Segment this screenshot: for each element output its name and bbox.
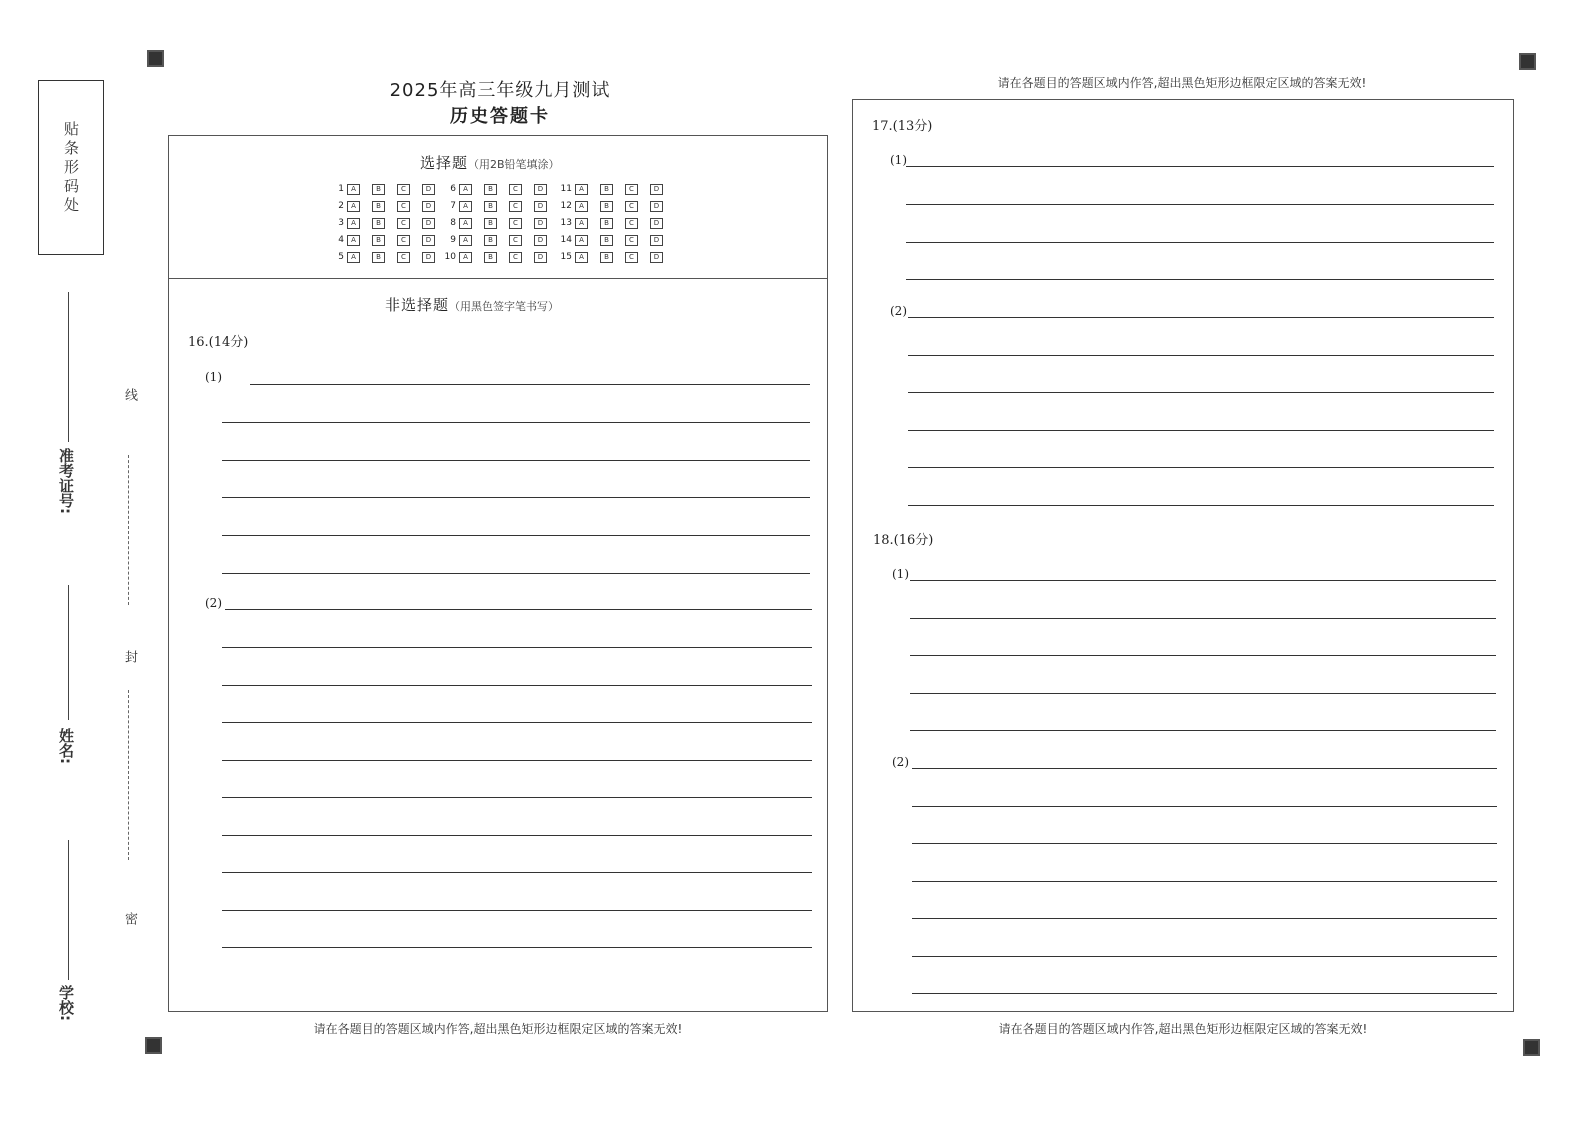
answer-line[interactable] xyxy=(908,430,1494,431)
bubble-c[interactable]: C xyxy=(397,184,410,195)
bubble-c[interactable]: C xyxy=(625,252,638,263)
bubble-a[interactable]: A xyxy=(347,252,360,263)
bubble-a[interactable]: A xyxy=(459,201,472,212)
question-16-part-1-label: (1) xyxy=(205,370,222,384)
question-17-part-2-label: (2) xyxy=(890,304,907,318)
corner-marker-bottom-left xyxy=(145,1037,162,1054)
bubble-b[interactable]: B xyxy=(372,201,385,212)
question-18-part-2-label: (2) xyxy=(892,755,909,769)
answer-line[interactable] xyxy=(912,768,1497,769)
nonchoice-title: 非选择题 xyxy=(385,296,450,314)
bubble-d[interactable]: D xyxy=(650,184,663,195)
exam-id-line xyxy=(68,292,69,442)
bubble-d[interactable]: D xyxy=(422,184,435,195)
bubble-c[interactable]: C xyxy=(509,184,522,195)
barcode-label: 贴条形码处 xyxy=(62,121,80,216)
question-18-part-1-label: (1) xyxy=(892,567,909,581)
answer-line[interactable] xyxy=(910,580,1496,581)
bubble-b[interactable]: B xyxy=(372,184,385,195)
bubble-a[interactable]: A xyxy=(459,252,472,263)
bubble-d[interactable]: D xyxy=(534,235,547,246)
choice-note: （用2B铅笔填涂） xyxy=(468,158,560,171)
question-number: 10 xyxy=(444,252,456,262)
question-number: 6 xyxy=(450,184,456,194)
bubble-d[interactable]: D xyxy=(534,252,547,263)
answer-area-notice-top: 请在各题目的答题区域内作答,超出黑色矩形边框限定区域的答案无效! xyxy=(997,76,1367,90)
name-label: 姓名: xyxy=(57,728,75,764)
bubble-b[interactable]: B xyxy=(484,184,497,195)
choice-row xyxy=(558,250,675,264)
bubble-a[interactable]: A xyxy=(347,218,360,229)
seal-dash-2 xyxy=(128,690,129,860)
answer-line[interactable] xyxy=(222,422,810,423)
bubble-d[interactable]: D xyxy=(534,184,547,195)
bubble-d[interactable]: D xyxy=(650,201,663,212)
bubble-d[interactable]: D xyxy=(650,252,663,263)
question-number: 14 xyxy=(560,235,572,245)
answer-line[interactable] xyxy=(912,956,1497,957)
choice-divider xyxy=(168,278,828,279)
question-number: 7 xyxy=(450,201,456,211)
answer-line[interactable] xyxy=(222,910,812,911)
corner-marker-bottom-right xyxy=(1523,1039,1540,1056)
choice-row xyxy=(330,233,447,247)
choice-row xyxy=(558,182,675,196)
question-number: 12 xyxy=(560,201,572,211)
seal-word-line: 线 xyxy=(122,388,137,401)
answer-line[interactable] xyxy=(912,918,1497,919)
answer-line[interactable] xyxy=(908,467,1494,468)
answer-area-notice-left: 请在各题目的答题区域内作答,超出黑色矩形边框限定区域的答案无效! xyxy=(313,1022,683,1036)
answer-line[interactable] xyxy=(222,685,812,686)
question-17-part-1-label: (1) xyxy=(890,153,907,167)
bubble-c[interactable]: C xyxy=(625,201,638,212)
choice-row xyxy=(558,199,675,213)
bubble-b[interactable]: B xyxy=(600,252,613,263)
bubble-a[interactable]: A xyxy=(459,218,472,229)
bubble-a[interactable]: A xyxy=(575,235,588,246)
bubble-d[interactable]: D xyxy=(650,218,663,229)
right-answer-panel xyxy=(852,99,1514,1012)
bubble-b[interactable]: B xyxy=(600,218,613,229)
answer-line[interactable] xyxy=(906,204,1494,205)
bubble-c[interactable]: C xyxy=(509,201,522,212)
question-number: 15 xyxy=(560,252,572,262)
bubble-a[interactable]: A xyxy=(575,201,588,212)
barcode-area xyxy=(38,80,104,255)
bubble-c[interactable]: C xyxy=(625,218,638,229)
answer-line[interactable] xyxy=(912,806,1497,807)
choice-row xyxy=(442,216,559,230)
bubble-d[interactable]: D xyxy=(534,201,547,212)
choice-row xyxy=(330,250,447,264)
bubble-c[interactable]: C xyxy=(625,184,638,195)
choice-row xyxy=(330,216,447,230)
choice-row xyxy=(442,233,559,247)
bubble-c[interactable]: C xyxy=(397,235,410,246)
question-18-label: 18.(16分) xyxy=(873,533,934,548)
nonchoice-section-title xyxy=(385,294,559,315)
bubble-b[interactable]: B xyxy=(484,235,497,246)
answer-line[interactable] xyxy=(222,947,812,948)
choice-row xyxy=(442,199,559,213)
bubble-a[interactable]: A xyxy=(575,252,588,263)
answer-line[interactable] xyxy=(906,166,1494,167)
answer-line[interactable] xyxy=(912,993,1497,994)
question-number: 3 xyxy=(338,218,344,228)
choice-row xyxy=(442,182,559,196)
bubble-c[interactable]: C xyxy=(625,235,638,246)
bubble-c[interactable]: C xyxy=(509,235,522,246)
choice-row xyxy=(330,182,447,196)
answer-line[interactable] xyxy=(222,573,810,574)
bubble-d[interactable]: D xyxy=(534,218,547,229)
bubble-a[interactable]: A xyxy=(347,184,360,195)
answer-line[interactable] xyxy=(222,872,812,873)
answer-line[interactable] xyxy=(222,760,812,761)
bubble-b[interactable]: B xyxy=(484,218,497,229)
seal-word-seal: 封 xyxy=(122,650,137,663)
seal-word-closed: 密 xyxy=(122,912,137,925)
answer-line[interactable] xyxy=(910,655,1496,656)
choice-section-title xyxy=(420,152,560,173)
answer-line[interactable] xyxy=(222,722,812,723)
bubble-d[interactable]: D xyxy=(650,235,663,246)
bubble-a[interactable]: A xyxy=(459,235,472,246)
bubble-d[interactable]: D xyxy=(422,218,435,229)
question-number: 11 xyxy=(560,184,572,194)
answer-line[interactable] xyxy=(910,618,1496,619)
question-number: 1 xyxy=(338,184,344,194)
name-line xyxy=(68,585,69,720)
answer-line[interactable] xyxy=(906,279,1494,280)
bubble-b[interactable]: B xyxy=(600,235,613,246)
answer-line[interactable] xyxy=(222,497,810,498)
bubble-c[interactable]: C xyxy=(397,252,410,263)
answer-line[interactable] xyxy=(910,693,1496,694)
question-number: 9 xyxy=(450,235,456,245)
answer-line[interactable] xyxy=(222,460,810,461)
answer-line[interactable] xyxy=(222,835,812,836)
bubble-d[interactable]: D xyxy=(422,201,435,212)
exam-title: 2025年高三年级九月测试 xyxy=(389,80,611,101)
bubble-d[interactable]: D xyxy=(422,235,435,246)
card-title: 历史答题卡 xyxy=(450,106,550,127)
corner-marker-top-left xyxy=(147,50,164,67)
bubble-c[interactable]: C xyxy=(509,218,522,229)
answer-line[interactable] xyxy=(250,384,810,385)
school-line xyxy=(68,840,69,980)
question-number: 4 xyxy=(338,235,344,245)
answer-line[interactable] xyxy=(908,392,1494,393)
answer-line[interactable] xyxy=(910,730,1496,731)
bubble-c[interactable]: C xyxy=(397,201,410,212)
choice-row xyxy=(558,233,675,247)
bubble-c[interactable]: C xyxy=(397,218,410,229)
answer-line[interactable] xyxy=(908,355,1494,356)
answer-line[interactable] xyxy=(222,647,812,648)
school-label: 学校: xyxy=(57,985,75,1021)
choice-row xyxy=(558,216,675,230)
choice-title: 选择题 xyxy=(420,154,469,172)
answer-line[interactable] xyxy=(225,609,812,610)
question-16-label: 16.(14分) xyxy=(188,335,249,350)
bubble-c[interactable]: C xyxy=(509,252,522,263)
answer-line[interactable] xyxy=(908,317,1494,318)
exam-id-label: 准考证号: xyxy=(57,448,75,514)
bubble-a[interactable]: A xyxy=(459,184,472,195)
answer-line[interactable] xyxy=(912,843,1497,844)
answer-line[interactable] xyxy=(912,881,1497,882)
bubble-a[interactable]: A xyxy=(347,235,360,246)
bubble-b[interactable]: B xyxy=(484,201,497,212)
bubble-b[interactable]: B xyxy=(600,201,613,212)
question-number: 8 xyxy=(450,218,456,228)
question-16-part-2-label: (2) xyxy=(205,596,222,610)
bubble-b[interactable]: B xyxy=(372,235,385,246)
bubble-b[interactable]: B xyxy=(372,252,385,263)
bubble-a[interactable]: A xyxy=(575,218,588,229)
answer-line[interactable] xyxy=(908,505,1494,506)
question-number: 5 xyxy=(338,252,344,262)
bubble-d[interactable]: D xyxy=(422,252,435,263)
bubble-b[interactable]: B xyxy=(600,184,613,195)
answer-area-notice-right: 请在各题目的答题区域内作答,超出黑色矩形边框限定区域的答案无效! xyxy=(998,1022,1368,1036)
choice-row xyxy=(442,250,559,264)
question-number: 13 xyxy=(560,218,572,228)
bubble-b[interactable]: B xyxy=(372,218,385,229)
question-17-label: 17.(13分) xyxy=(872,119,933,134)
nonchoice-note: （用黑色签字笔书写） xyxy=(449,300,560,313)
corner-marker-top-right xyxy=(1519,53,1536,70)
question-number: 2 xyxy=(338,201,344,211)
answer-line[interactable] xyxy=(222,797,812,798)
bubble-a[interactable]: A xyxy=(347,201,360,212)
choice-row xyxy=(330,199,447,213)
seal-dash-1 xyxy=(128,455,129,605)
bubble-a[interactable]: A xyxy=(575,184,588,195)
bubble-b[interactable]: B xyxy=(484,252,497,263)
answer-line[interactable] xyxy=(906,242,1494,243)
answer-line[interactable] xyxy=(222,535,810,536)
